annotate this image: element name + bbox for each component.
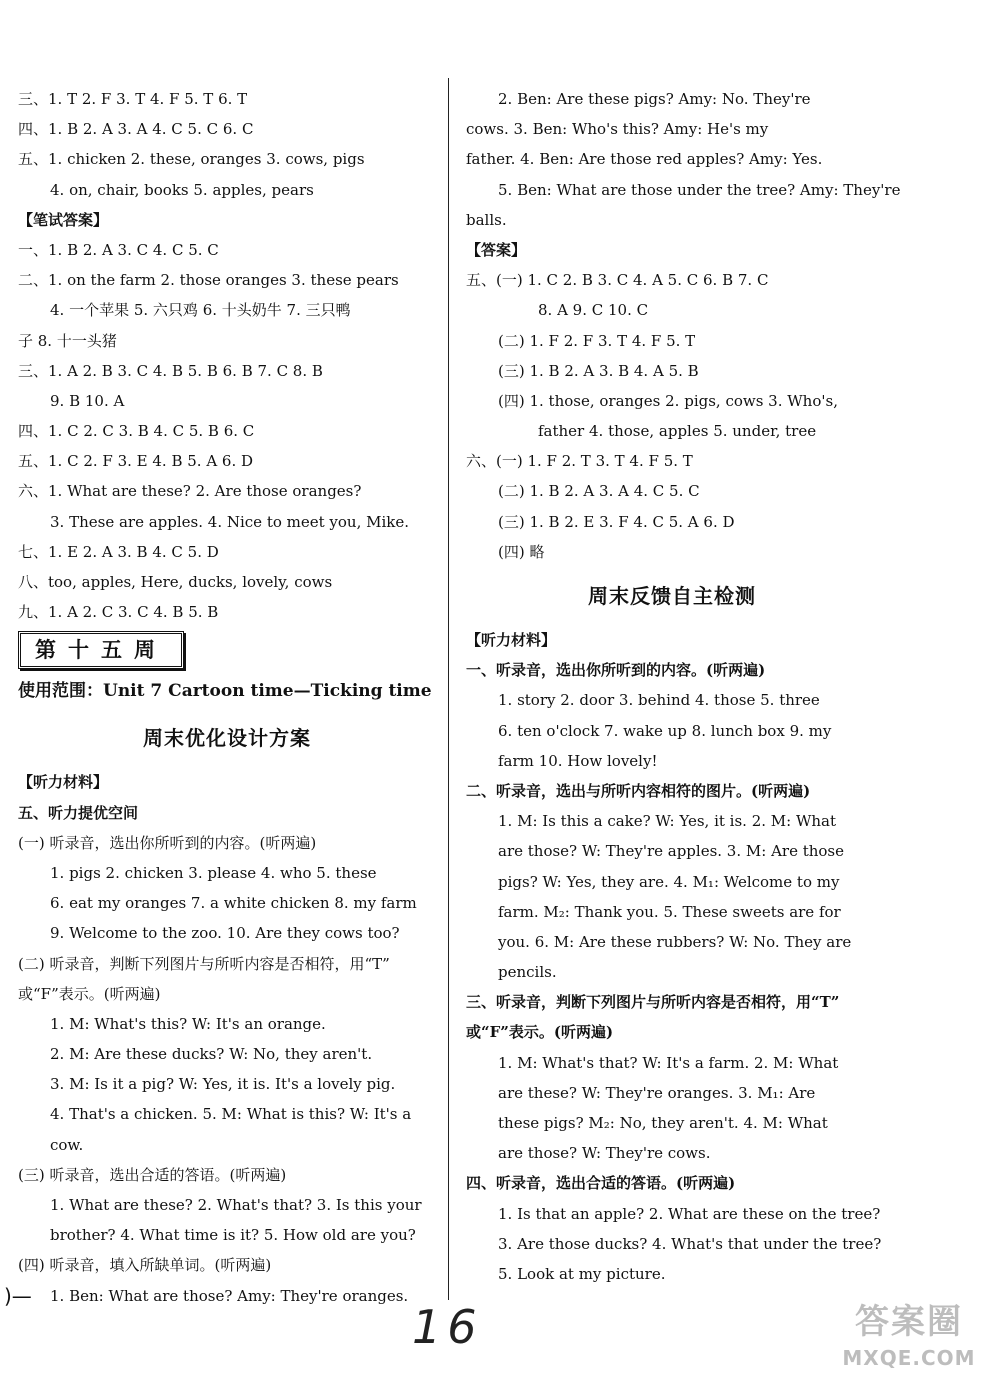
text-line: 5. Look at my picture.: [498, 1264, 666, 1283]
watermark-logo: [834, 1300, 984, 1384]
text-line: 或“F”表示。(听两遍): [18, 984, 161, 1003]
text-line: 子 8. 十一头猪: [18, 331, 117, 350]
text-line: 三、1. T 2. F 3. T 4. F 5. T 6. T: [18, 90, 248, 108]
page-corner-mark: )—: [4, 1284, 32, 1308]
text-line: 3. These are apples. 4. Nice to meet you, Mike.: [50, 512, 410, 531]
plan-title: 周末优化设计方案: [143, 726, 311, 751]
text-line: 七、1. E 2. A 3. B 4. C 5. D: [18, 542, 219, 561]
text-line: 1. Is that an apple? 2. What are these on the tree?: [498, 1204, 881, 1223]
text-line: balls.: [466, 210, 507, 229]
text-line: 六、(一) 1. F 2. T 3. T 4. F 5. T: [466, 452, 693, 471]
text-line: 五、(一) 1. C 2. B 3. C 4. A 5. C 6. B 7. C: [466, 271, 769, 290]
text-line: these pigs? M₂: No, they aren't. 4. M: What: [498, 1114, 828, 1132]
text-line: (三) 听录音，选出合适的答语。(听两遍): [18, 1165, 287, 1184]
text-line: 1. What are these? 2. What's that? 3. Is this your: [50, 1196, 422, 1214]
text-line: (四) 听录音，填入所缺单词。(听两遍): [18, 1256, 272, 1275]
text-line: you. 6. M: Are these rubbers? W: No. They are: [498, 932, 852, 951]
text-line: 二、听录音，选出与所听内容相符的图片。(听两遍): [466, 781, 811, 800]
text-line: pencils.: [498, 963, 557, 982]
text-line: cows. 3. Ben: Who's this? Amy: He's my: [466, 120, 769, 139]
column-divider: [448, 78, 449, 1300]
text-line: 1. pigs 2. chicken 3. please 4. who 5. these: [50, 863, 377, 882]
text-line: 2. Ben: Are these pigs? Amy: No. They're: [498, 90, 811, 108]
answer-line: 4. on, chair, books 5. apples, pears: [50, 180, 314, 199]
text-line: 一、1. B 2. A 3. C 4. C 5. C: [18, 240, 219, 259]
text-line: farm 10. How lovely!: [498, 751, 658, 770]
text-line: 9. B 10. A: [50, 391, 125, 410]
text-line: 二、1. on the farm 2. those oranges 3. these pears: [18, 271, 399, 290]
text-line: 8. A 9. C 10. C: [538, 301, 649, 320]
listening-material: [18, 798, 436, 1311]
text-line: 三、听录音，判断下列图片与所听内容是否相符，用“T”: [466, 993, 840, 1012]
text-line: 五、听力提优空间: [18, 803, 139, 822]
text-line: 四、听录音，选出合适的答语。(听两遍): [466, 1174, 736, 1193]
text-line: brother? 4. What time is it? 5. How old are you?: [50, 1226, 416, 1245]
text-line: 九、1. A 2. C 3. C 4. B 5. B: [18, 603, 219, 622]
text-line: 6. eat my oranges 7. a white chicken 8. my farm: [50, 894, 417, 913]
text-line: are these? W: They're oranges. 3. M₁: Are: [498, 1083, 816, 1102]
right-column: [466, 84, 901, 1289]
text-line: father 4. those, apples 5. under, tree: [538, 422, 817, 441]
text-line: 八、too, apples, Here, ducks, lovely, cows: [18, 573, 333, 591]
text-line: father. 4. Ben: Are those red apples? Amy: Yes.: [466, 150, 823, 169]
text-line: 4. That's a chicken. 5. M: What is this? W: It's a: [50, 1105, 412, 1124]
text-line: 三、1. A 2. B 3. C 4. B 5. B 6. B 7. C 8. B: [18, 361, 323, 380]
written-answers-heading: 【笔试答案】: [18, 210, 109, 229]
handwritten-page-number: 16: [412, 1300, 483, 1354]
listening-heading: 【听力材料】: [18, 773, 109, 792]
listening-answers-top: [18, 84, 436, 175]
text-line: farm. M₂: Thank you. 5. These sweets are for: [498, 902, 841, 921]
text-line: 2. M: Are these ducks? W: No, they aren't.: [50, 1045, 373, 1064]
text-line: 1. story 2. door 3. behind 4. those 5. three: [498, 691, 820, 710]
text-line: (四) 略: [498, 542, 545, 561]
answer-heading: 【答案】: [466, 240, 527, 259]
text-line: (四) 1. those, oranges 2. pigs, cows 3. Who's,: [498, 391, 838, 410]
text-line: 5. Ben: What are those under the tree? Amy: They're: [498, 180, 901, 199]
text-line: 1. M: What's that? W: It's a farm. 2. M: What: [498, 1053, 839, 1072]
left-column: [18, 84, 436, 1311]
text-line: 6. ten o'clock 7. wake up 8. lunch box 9. my: [498, 721, 832, 740]
answers: [466, 265, 878, 567]
text-line: 四、1. C 2. C 3. B 4. C 5. B 6. C: [18, 422, 255, 441]
text-line: 1. Ben: What are those? Amy: They're oranges.: [50, 1286, 409, 1305]
text-line: pigs? W: Yes, they are. 4. M₁: Welcome to my: [498, 872, 840, 891]
text-line: 四、1. B 2. A 3. A 4. C 5. C 6. C: [18, 120, 254, 139]
text-line: (三) 1. B 2. E 3. F 4. C 5. A 6. D: [498, 512, 735, 531]
scope-line: 使用范围：Unit 7 Cartoon time—Ticking time: [18, 681, 432, 702]
watermark-text: 答案圈: [855, 1302, 963, 1342]
text-line: are those? W: They're apples. 3. M: Are those: [498, 842, 845, 861]
written-answers: [18, 235, 436, 627]
text-line: (二) 1. B 2. A 3. A 4. C 5. C: [498, 482, 700, 501]
text-line: 1. M: Is this a cake? W: Yes, it is. 2. M: What: [498, 812, 837, 831]
text-line: 9. Welcome to the zoo. 10. Are they cows too?: [50, 924, 400, 943]
text-line: 3. M: Is it a pig? W: Yes, it is. It's a lovely pig.: [50, 1075, 396, 1094]
watermark-url: MXQE.COM: [842, 1346, 976, 1370]
text-line: (三) 1. B 2. A 3. B 4. A 5. B: [498, 361, 699, 380]
text-line: 六、1. What are these? 2. Are those oranges?: [18, 482, 362, 501]
text-line: (二) 1. F 2. F 3. T 4. F 5. T: [498, 331, 696, 350]
feedback-listening-material: [466, 655, 882, 1289]
text-line: 4. 一个苹果 5. 六只鸡 6. 十头奶牛 7. 三只鸭: [50, 301, 351, 320]
text-line: 1. M: What's this? W: It's an orange.: [50, 1014, 326, 1033]
text-line: are those? W: They're cows.: [498, 1144, 711, 1163]
week-label: 第十五周: [18, 631, 184, 669]
text-line: 五、1. C 2. F 3. E 4. B 5. A 6. D: [18, 452, 254, 471]
text-line: 五、1. chicken 2. these, oranges 3. cows, pigs: [18, 150, 365, 169]
text-line: (二) 听录音，判断下列图片与所听内容是否相符，用“T”: [18, 954, 390, 973]
feedback-title: 周末反馈自主检测: [588, 584, 756, 608]
text-line: 3. Are those ducks? 4. What's that under the tree?: [498, 1234, 882, 1253]
text-line: 一、听录音，选出你所听到的内容。(听两遍): [466, 661, 766, 680]
text-line: cow.: [50, 1135, 84, 1154]
week-banner: [18, 627, 436, 673]
listening-material-continued: [466, 84, 901, 235]
listening-heading: 【听力材料】: [466, 631, 557, 649]
text-line: (一) 听录音，选出你所听到的内容。(听两遍): [18, 833, 317, 852]
text-line: 或“F”表示。(听两遍): [466, 1023, 614, 1042]
